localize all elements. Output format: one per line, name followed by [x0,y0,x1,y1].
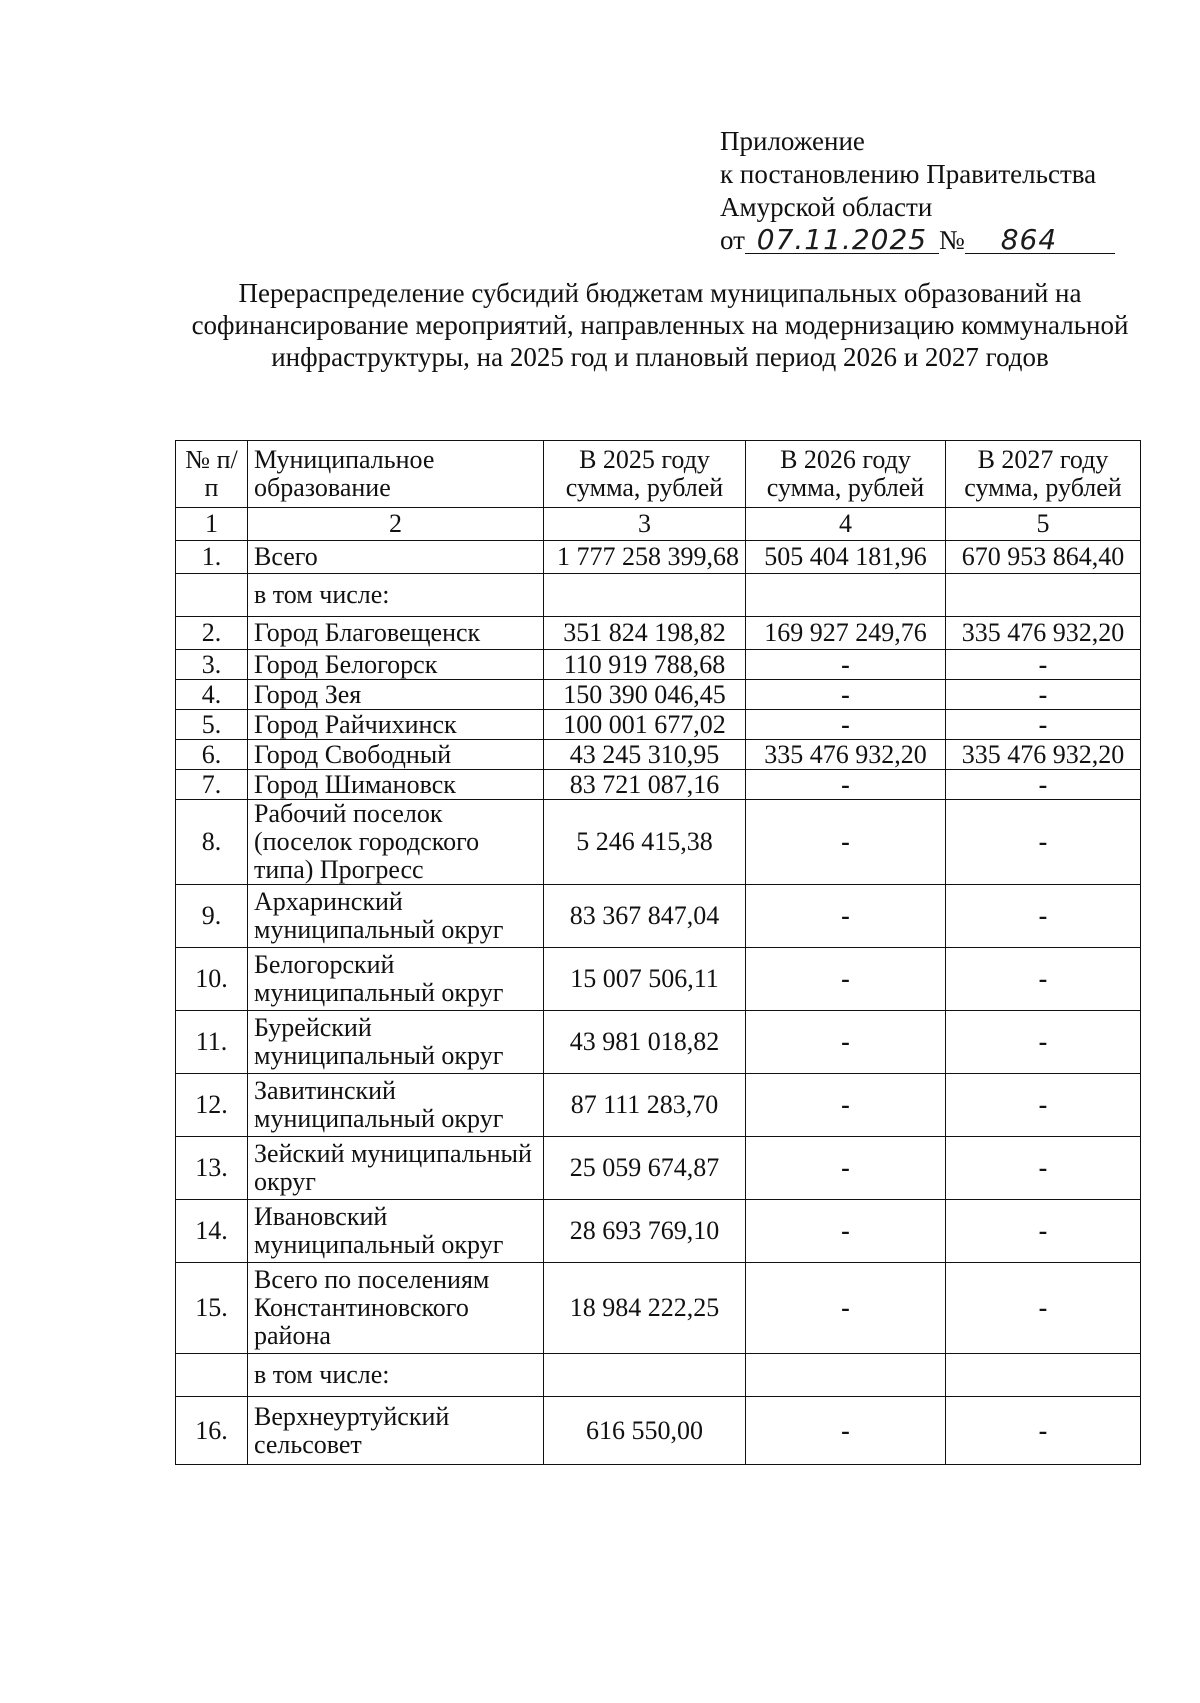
table-row [176,541,1141,574]
row-municipality: Бурейский муниципальный округ [248,1011,544,1074]
table-row [176,1074,1141,1137]
row-amount-2025: 28 693 769,10 [544,1200,746,1263]
resolution-number-field [965,223,1115,256]
row-amount-2025: 5 246 415,38 [544,800,746,885]
table-header-row [176,441,1141,508]
row-amount-2027: - [946,1074,1141,1137]
table-row [176,710,1141,740]
row-municipality: в том числе: [248,574,544,617]
row-amount-2025: 87 111 283,70 [544,1074,746,1137]
row-number: 12. [176,1074,248,1137]
row-amount-2025: 18 984 222,25 [544,1263,746,1354]
row-amount-2027: - [946,1397,1141,1465]
row-amount-2026: - [746,1200,946,1263]
row-amount-2025: 83 367 847,04 [544,885,746,948]
row-amount-2027: 670 953 864,40 [946,541,1141,574]
document-title: Перераспределение субсидий бюджетам муниципальных образований на софинансирование мероприятий, направленных на модернизацию коммунальной инфраструктуры, на 2025 год и плановый период 2026 и 2027 годов [191,278,1129,372]
table-row [176,948,1141,1011]
row-amount-2025: 25 059 674,87 [544,1137,746,1200]
row-amount-2026: 335 476 932,20 [746,740,946,770]
row-municipality: Город Шимановск [248,770,544,800]
row-municipality: Всего [248,541,544,574]
table-row [176,885,1141,948]
row-number: 13. [176,1137,248,1200]
row-number: 15. [176,1263,248,1354]
row-amount-2027: - [946,1263,1141,1354]
row-number: 2. [176,617,248,650]
row-amount-2027: - [946,948,1141,1011]
row-amount-2025: 83 721 087,16 [544,770,746,800]
row-municipality: Зейский муниципальный округ [248,1137,544,1200]
table-row [176,617,1141,650]
row-amount-2027 [946,1354,1141,1397]
table-row [176,680,1141,710]
resolution-date-number [720,224,1140,257]
table-row [176,740,1141,770]
resolution-number-handwritten: 864 [1000,223,1058,256]
row-amount-2025: 351 824 198,82 [544,617,746,650]
row-number: 4. [176,680,248,710]
appendix-line-3: Амурской области [720,192,933,222]
number-sign: № [938,225,965,255]
row-amount-2027: - [946,1011,1141,1074]
table-row [176,800,1141,885]
row-municipality: Город Райчихинск [248,710,544,740]
row-municipality: Город Свободный [248,740,544,770]
row-municipality: Город Благовещенск [248,617,544,650]
table-row [176,1263,1141,1354]
row-number: 16. [176,1397,248,1465]
row-number: 6. [176,740,248,770]
row-amount-2026: - [746,948,946,1011]
table-row [176,1011,1141,1074]
table-row [176,1397,1141,1465]
row-municipality: Ивановский муниципальный округ [248,1200,544,1263]
row-amount-2025: 616 550,00 [544,1397,746,1465]
row-municipality: Рабочий поселок (поселок городского типа) Прогресс [248,800,544,885]
table-row [176,650,1141,680]
row-amount-2025 [544,574,746,617]
header-2026: В 2026 году сумма, рублей [746,441,946,508]
row-amount-2027: - [946,650,1141,680]
row-amount-2027: - [946,885,1141,948]
row-amount-2026: - [746,1011,946,1074]
row-amount-2026: - [746,650,946,680]
row-amount-2026: 169 927 249,76 [746,617,946,650]
row-amount-2026: - [746,770,946,800]
row-number [176,574,248,617]
row-amount-2026: 505 404 181,96 [746,541,946,574]
header-municipality: Муниципальное образование [248,441,544,508]
column-index-row [176,508,1141,541]
row-number: 8. [176,800,248,885]
row-amount-2025: 1 777 258 399,68 [544,541,746,574]
column-index: 5 [946,508,1141,541]
row-amount-2026: - [746,1074,946,1137]
table-row [176,1200,1141,1263]
row-amount-2025: 15 007 506,11 [544,948,746,1011]
row-number: 7. [176,770,248,800]
table-row [176,770,1141,800]
row-municipality: Город Зея [248,680,544,710]
row-amount-2026: - [746,885,946,948]
row-amount-2025: 150 390 046,45 [544,680,746,710]
table-row [176,574,1141,617]
appendix-reference [720,125,1140,257]
row-amount-2026: - [746,710,946,740]
table-row [176,1137,1141,1200]
resolution-date-handwritten: 07.11.2025 [756,223,928,256]
row-number: 10. [176,948,248,1011]
row-amount-2026 [746,1354,946,1397]
header-2027: В 2027 году сумма, рублей [946,441,1141,508]
row-amount-2026: - [746,800,946,885]
appendix-line-2: к постановлению Правительства [720,159,1097,189]
header-2025: В 2025 году сумма, рублей [544,441,746,508]
column-index: 2 [248,508,544,541]
row-amount-2027: - [946,710,1141,740]
column-index: 3 [544,508,746,541]
header-number: № п/п [176,441,248,508]
row-number: 9. [176,885,248,948]
row-amount-2027: - [946,800,1141,885]
row-municipality: Верхнеуртуйский сельсовет [248,1397,544,1465]
row-amount-2025 [544,1354,746,1397]
row-number [176,1354,248,1397]
appendix-line-1: Приложение [720,126,865,156]
row-amount-2025: 43 245 310,95 [544,740,746,770]
row-municipality: Всего по поселениям Константиновского района [248,1263,544,1354]
row-number: 3. [176,650,248,680]
column-index: 1 [176,508,248,541]
row-amount-2027: - [946,1137,1141,1200]
row-number: 5. [176,710,248,740]
row-amount-2026 [746,574,946,617]
subsidy-table [175,440,1141,1465]
row-municipality: Завитинский муниципальный округ [248,1074,544,1137]
row-amount-2027: - [946,1200,1141,1263]
row-amount-2026: - [746,680,946,710]
row-amount-2027: - [946,680,1141,710]
row-amount-2026: - [746,1137,946,1200]
date-prefix: от [720,225,745,255]
row-amount-2027 [946,574,1141,617]
row-amount-2027: - [946,770,1141,800]
row-amount-2025: 43 981 018,82 [544,1011,746,1074]
row-amount-2025: 110 919 788,68 [544,650,746,680]
row-number: 14. [176,1200,248,1263]
table-row [176,1354,1141,1397]
row-municipality: Белогорский муниципальный округ [248,948,544,1011]
row-municipality: Архаринский муниципальный округ [248,885,544,948]
row-number: 11. [176,1011,248,1074]
row-amount-2026: - [746,1263,946,1354]
row-number: 1. [176,541,248,574]
row-amount-2026: - [746,1397,946,1465]
resolution-date-field [745,223,939,256]
row-municipality: в том числе: [248,1354,544,1397]
row-municipality: Город Белогорск [248,650,544,680]
row-amount-2027: 335 476 932,20 [946,617,1141,650]
row-amount-2025: 100 001 677,02 [544,710,746,740]
column-index: 4 [746,508,946,541]
row-amount-2027: 335 476 932,20 [946,740,1141,770]
